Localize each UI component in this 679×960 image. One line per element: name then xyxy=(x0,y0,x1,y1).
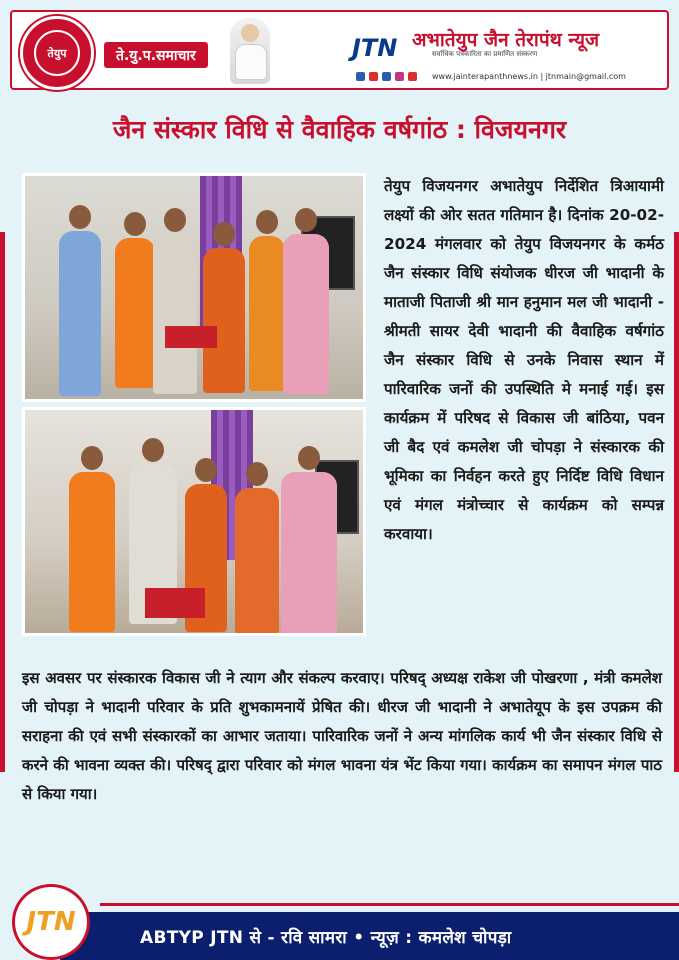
teyup-logo-text: तेयुप xyxy=(34,30,80,76)
person xyxy=(59,231,101,396)
swastik-table xyxy=(145,588,205,618)
swastik-table xyxy=(165,326,217,348)
person xyxy=(249,236,285,391)
footer-credit: ABTYP JTN से - रवि सामरा • न्यूज़ : कमलेश चोपड़ा xyxy=(140,927,512,948)
google-plus-icon xyxy=(408,72,417,81)
jtn-footer-logo-text: JTN xyxy=(26,907,76,937)
person xyxy=(203,248,245,393)
right-accent-bar xyxy=(674,232,679,772)
person xyxy=(153,234,197,394)
person xyxy=(281,472,337,633)
article-paragraph-2: इस अवसर पर संस्कारक विकास जी ने त्याग और संकल्प करवाए। परिषद् अध्यक्ष राकेश जी पोखरणा , मंत्री कमलेश जी चोपड़ा ने भादानी परिवार के प्रति शुभकामनायें प्रेषित की। धीरज जी भादानी ने अभातेयूप के इस उपक्रम की सराहना की एवं सभी संस्कारकों का आभार जताया। पारिवारिक जनों ने अन्य मांगलिक कार्य भी जैन संस्कार विधि से करने की भावना व्यक्त की। परिषद् द्वारा परिवार को मंगल भावना यंत्र भेंट किया गया। कार्यक्रम का समापन मंगल पाठ से किया गया। xyxy=(22,669,662,803)
news-subtitle: सर्वाधिक पत्रकारिता का प्रमाणित संस्करण xyxy=(432,50,538,58)
event-photo-1 xyxy=(22,173,366,402)
jtn-header-logo: JTN xyxy=(352,34,398,62)
header-banner xyxy=(10,10,669,90)
article-paragraph-1: तेयुप विजयनगर अभातेयुप निर्देशित त्रिआयामी लक्ष्यों की ओर सतत गतिमान है। दिनांक 20-02-2024 मंगलवार को तेयुप विजयनगर के कर्मठ जैन संस्कार विधि संयोजक धीरज जी भादानी के माताजी पिताजी श्री मान हनुमान मल जी भादानी - श्रीमती सायर देवी भादानी की वैवाहिक वर्षगांठ जैन संस्कार विधि से उनके निवास स्थान में पारिवारिक जनों की उपस्थिति मे मनाई गई। इस कार्यक्रम में परिषद से विकास जी बांठिया, पवन जी बैद एवं कमलेश जी चोपड़ा ने संस्कारक की भूमिका का निर्वहन करते हुए निर्दिष्ट विधि विधान एवं मंगल मंत्रोच्चार से कार्यक्रम को सम्पन्न करवाया। xyxy=(384,177,664,543)
person xyxy=(283,234,329,394)
twitter-icon xyxy=(382,72,391,81)
social-icons xyxy=(356,72,417,81)
youtube-icon xyxy=(369,72,378,81)
event-photo-2 xyxy=(22,407,366,636)
article-title: जैन संस्कार विधि से वैवाहिक वर्षगांठ : विजयनगर xyxy=(112,115,567,144)
left-accent-bar xyxy=(0,232,5,772)
person xyxy=(69,472,115,632)
facebook-icon xyxy=(356,72,365,81)
news-title: अभातेयुप जैन तेरापंथ न्यूज xyxy=(412,29,600,51)
guru-portrait xyxy=(230,18,270,84)
footer-divider xyxy=(100,903,679,906)
instagram-icon xyxy=(395,72,404,81)
jtn-footer-logo xyxy=(12,884,90,960)
news-tag: ते.यु.प.समाचार xyxy=(104,42,208,68)
footer-credit-bar xyxy=(60,912,679,960)
person xyxy=(235,488,279,633)
teyup-logo xyxy=(20,16,94,90)
person xyxy=(115,238,155,388)
website-line: www.jainterapanthnews.in | jtnmain@gmail.com xyxy=(432,72,626,81)
